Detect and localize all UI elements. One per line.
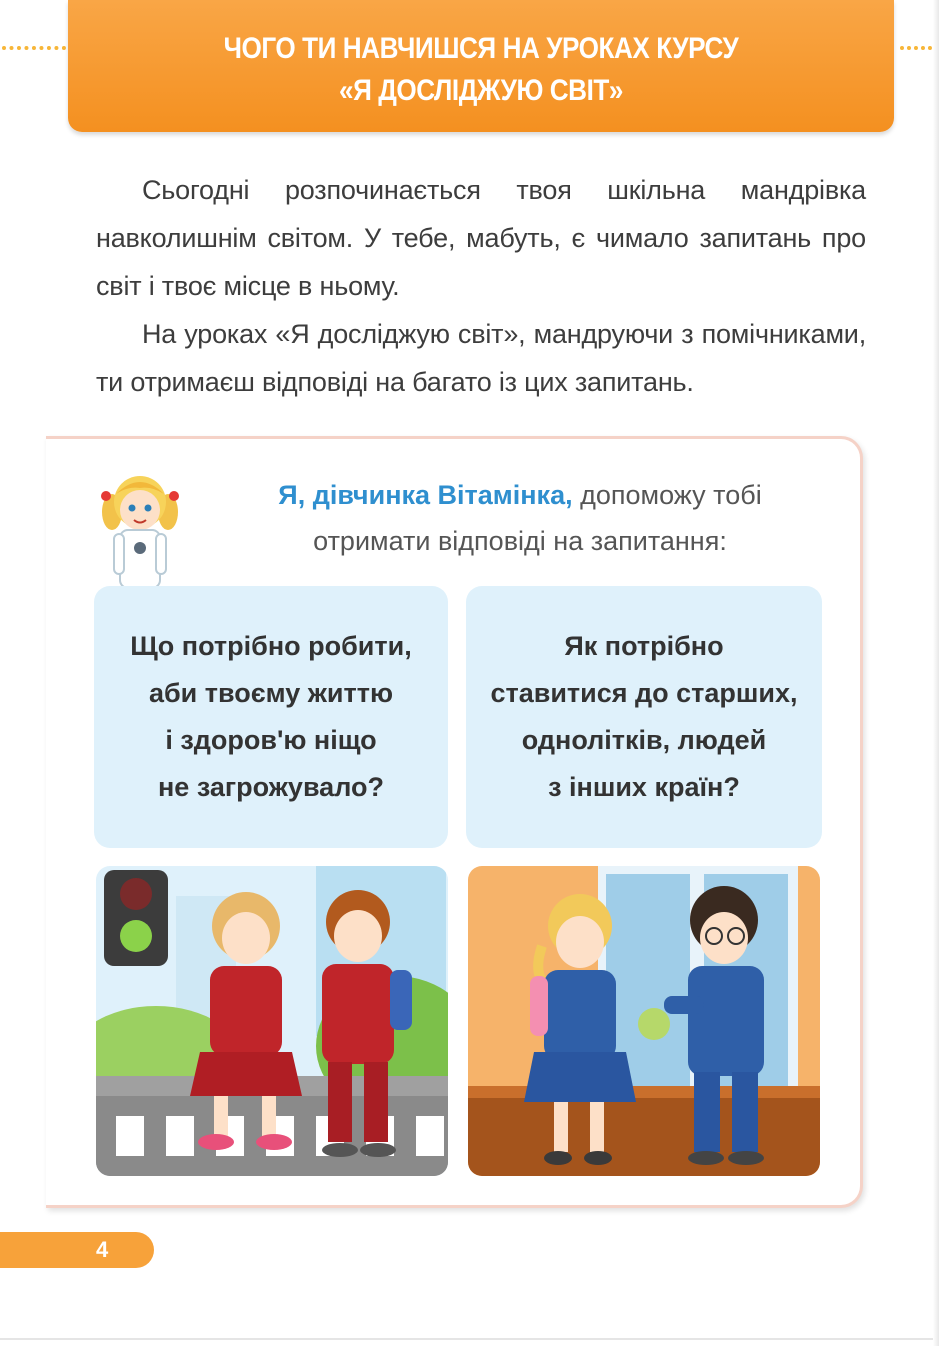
page-right-edge xyxy=(933,0,939,1346)
intro-paragraph-2: На уроках «Я досліджую світ», мандруючи з помічниками, ти отримаєш відповіді на багато із цих запитань. xyxy=(96,319,866,397)
decorative-dots-left xyxy=(2,46,66,50)
question-line: з інших країн? xyxy=(548,772,740,802)
chapter-header xyxy=(68,0,894,132)
question-line: Як потрібно xyxy=(564,631,724,661)
question-line: Що потрібно робити, xyxy=(130,631,412,661)
chapter-title-line2: «Я ДОСЛІДЖУЮ СВІТ» xyxy=(338,74,624,107)
intro-text xyxy=(96,166,866,406)
question-box-relations xyxy=(466,586,822,848)
chapter-title-line1: ЧОГО ТИ НАВЧИШСЯ НА УРОКАХ КУРСУ xyxy=(223,32,739,65)
question-box-safety xyxy=(94,586,448,848)
question-line: і здоров'ю ніщо xyxy=(165,725,377,755)
question-line: не загрожувало? xyxy=(158,772,384,802)
children-sharing-illustration xyxy=(468,866,820,1176)
intro-paragraph-1: Сьогодні розпочинається твоя шкільна мандрівка навколишнім світом. У тебе, мабуть, є чимало запитань про світ і твоє місце в ньому. xyxy=(96,175,866,301)
page-number-tab xyxy=(0,1232,154,1268)
helper-intro xyxy=(200,472,840,564)
question-line: ставитися до старших, xyxy=(490,678,798,708)
street-crossing-illustration xyxy=(96,866,448,1176)
helper-text-line1: допоможу тобі xyxy=(572,480,762,510)
page-bottom-edge xyxy=(0,1338,939,1340)
page-number: 4 xyxy=(96,1237,109,1262)
decorative-dots-right xyxy=(900,46,932,50)
helper-text-line2: отримати відповіді на запитання: xyxy=(313,526,727,556)
chapter-title xyxy=(122,28,841,112)
helper-name: Я, дівчинка Вітамінка, xyxy=(278,480,573,510)
question-line: аби твоєму життю xyxy=(148,678,394,708)
question-line: однолітків, людей xyxy=(521,725,767,755)
